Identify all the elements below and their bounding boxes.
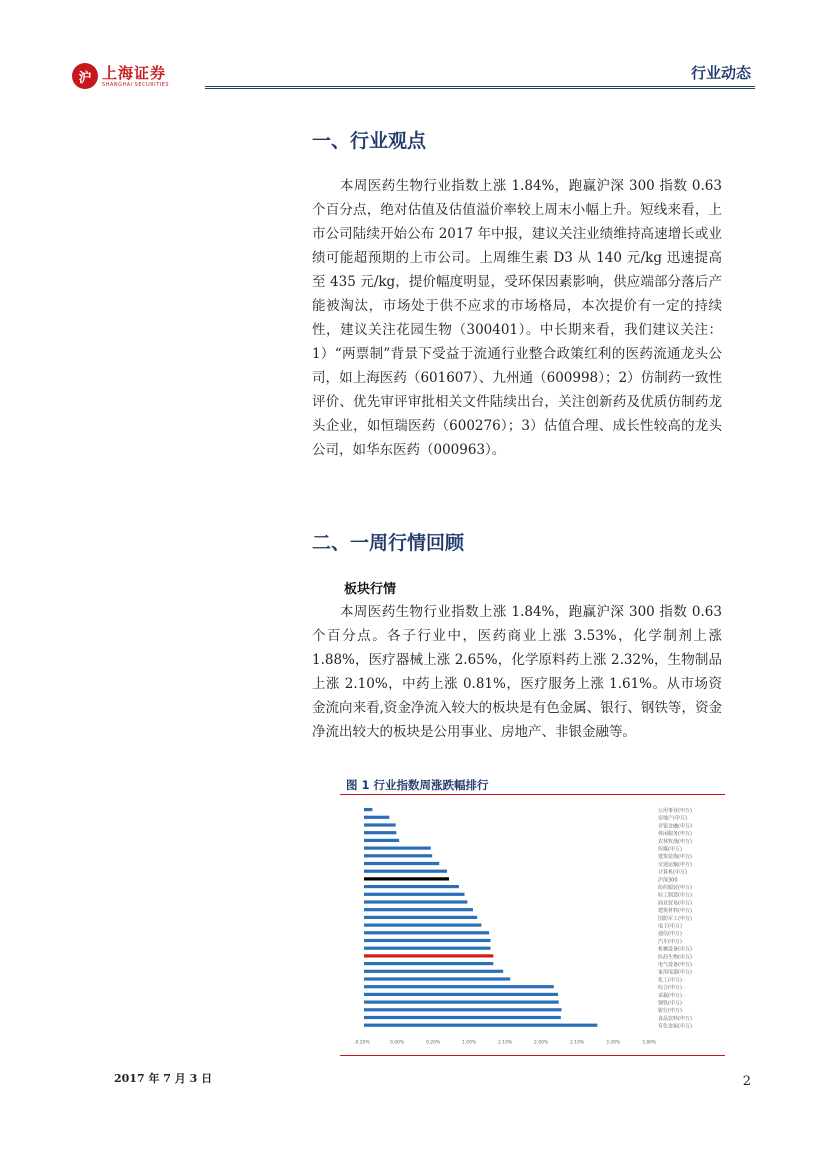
report-date: 2017 年 7 月 3 日 — [114, 1072, 213, 1085]
x-tick-0: -0.20% — [354, 1040, 370, 1046]
bar-label-22: 化工(申万) — [658, 977, 682, 984]
header-divider-2 — [205, 88, 755, 89]
bar-label-20: 电气设备(申万) — [658, 962, 692, 968]
bar-18 — [364, 947, 491, 950]
bar-label-15: 电子(申万) — [658, 923, 682, 930]
company-logo — [72, 58, 202, 94]
bar-label-5: 传媒(申万) — [658, 846, 682, 853]
bar-1 — [364, 816, 389, 819]
x-tick-5: 2.00% — [534, 1040, 549, 1046]
logo-english: SHANGHAI SECURITIES — [102, 81, 170, 88]
bar-26 — [364, 1008, 562, 1011]
bar-6 — [364, 854, 432, 857]
bar-17 — [364, 939, 491, 942]
logo-icon: 沪 — [72, 63, 98, 89]
bar-label-19: 医药生物(申万) — [658, 954, 692, 961]
bar-25 — [364, 1001, 559, 1004]
bar-label-8: 计算机(申万) — [658, 869, 687, 876]
bar-label-26: 银行(申万) — [658, 1008, 682, 1015]
bar-10 — [364, 885, 459, 888]
section2-heading: 二、一周行情回顾 — [312, 532, 465, 554]
bar-label-7: 交通运输(申万) — [658, 861, 692, 868]
bar-4 — [364, 839, 399, 842]
figure-bottom-rule — [340, 1055, 725, 1056]
bar-label-12: 商业贸易(申万) — [658, 900, 692, 907]
x-tick-1: 0.00% — [390, 1040, 405, 1046]
bar-label-10: 纺织服装(申万) — [658, 885, 692, 891]
bar-8 — [364, 870, 447, 873]
bar-label-18: 机械设备(申万) — [658, 946, 692, 953]
bar-27 — [364, 1016, 561, 1019]
bar-13 — [364, 908, 473, 911]
bar-label-14: 国防军工(申万) — [658, 915, 692, 922]
bar-14 — [364, 916, 477, 919]
bar-label-25: 钢铁(申万) — [658, 1000, 682, 1007]
bar-5 — [364, 847, 431, 850]
x-tick-8: 3.80% — [642, 1040, 657, 1046]
bar-label-13: 建筑材料(申万) — [658, 908, 692, 915]
x-tick-2: 0.20% — [426, 1040, 441, 1046]
bar-2 — [364, 823, 396, 826]
bar-label-1: 房地产(申万) — [658, 815, 687, 822]
bar-label-21: 家用电器(申万) — [658, 969, 692, 976]
page-number: 2 — [742, 1074, 751, 1089]
section2-subheading: 板块行情 — [344, 582, 397, 597]
bar-12 — [364, 900, 467, 903]
bar-9 — [364, 877, 449, 880]
industry-ranking-chart — [340, 800, 725, 1054]
bar-16 — [364, 931, 489, 934]
bar-22 — [364, 977, 510, 980]
bar-3 — [364, 831, 396, 834]
bar-label-16: 通信(申万) — [658, 931, 682, 938]
bar-label-23: 综合(申万) — [658, 985, 682, 992]
bar-label-28: 有色金属(申万) — [658, 1023, 692, 1030]
section1-paragraph: 本周医药生物行业指数上涨 1.84%，跑赢沪深 300 指数 0.63 个百分点，绝对估值及估值溢价率较上周末小幅上升。短线来看，上市公司陆续开始公布 2017 年中报，建议关注业绩维持高速增长或业绩可能超预期的上市公司。上周维生素 D3 从 140 元/kg 迅速提高至 435 元/kg，提价幅度明显，受环保因素影响，供应端部分落后产能被淘汰，市场处于供不应求的市场格局，本次提价有一定的持续性，建议关注花园生物（300401）。中长期来看，我们建议关注：1）“两票制”背景下受益于流通行业整合政策红利的医药流通龙头公司，如上海医药（601607）、九州通（600998）；2）仿制药一致性评价、优先审评审批相关文件陆续出台，关注创新药及优质仿制药龙头企业，如恒瑞医药（600276）；3）估值合理、成长性较高的龙头公司，如华东医药（000963）。 — [312, 178, 722, 458]
bar-label-6: 建筑装饰(申万) — [658, 854, 692, 861]
x-tick-6: 2.10% — [570, 1040, 585, 1046]
bar-28 — [364, 1024, 597, 1027]
bar-24 — [364, 993, 558, 996]
bar-15 — [364, 924, 481, 927]
section1-heading: 一、行业观点 — [312, 130, 427, 152]
x-tick-4: 2.10% — [498, 1040, 513, 1046]
bar-label-3: 休闲服务(申万) — [658, 831, 692, 838]
bar-23 — [364, 985, 554, 988]
header-divider — [205, 86, 755, 87]
bar-label-2: 非银金融(申万) — [658, 823, 692, 830]
bar-label-11: 轻工制造(申万) — [658, 892, 692, 899]
bar-label-4: 农林牧渔(申万) — [658, 838, 692, 845]
bar-11 — [364, 893, 465, 896]
x-tick-3: 1.00% — [462, 1040, 477, 1046]
report-type-label: 行业动态 — [690, 64, 751, 82]
bar-7 — [364, 862, 439, 865]
bar-label-27: 食品饮料(申万) — [658, 1015, 692, 1022]
logo-name: 上海证券 — [102, 63, 167, 82]
figure-top-rule — [340, 794, 725, 795]
bar-label-9: 沪深300 — [658, 877, 678, 884]
bar-label-24: 采掘(申万) — [658, 992, 682, 999]
bar-21 — [364, 970, 503, 973]
figure-title: 图 1 行业指数周涨跌幅排行 — [346, 778, 489, 792]
x-tick-7: 3.20% — [606, 1040, 621, 1046]
bar-0 — [364, 808, 372, 811]
bar-20 — [364, 962, 493, 965]
bar-label-0: 公用事业(申万) — [658, 808, 692, 814]
bar-19 — [364, 954, 493, 957]
bar-label-17: 汽车(申万) — [658, 938, 682, 945]
section2-paragraph: 本周医药生物行业指数上涨 1.84%，跑赢沪深 300 指数 0.63 个百分点。各子行业中，医药商业上涨 3.53%，化学制剂上涨 1.88%，医疗器械上涨 2.65%，化学原料药上涨 2.32%，生物制品上涨 2.10%，中药上涨 0.81%，医疗服务上涨 1.61%。从市场资金流向来看,资金净流入较大的板块是有色金属、银行、钢铁等，资金净流出较大的板块是公用事业、房地产、非银金融等。 — [312, 604, 722, 740]
